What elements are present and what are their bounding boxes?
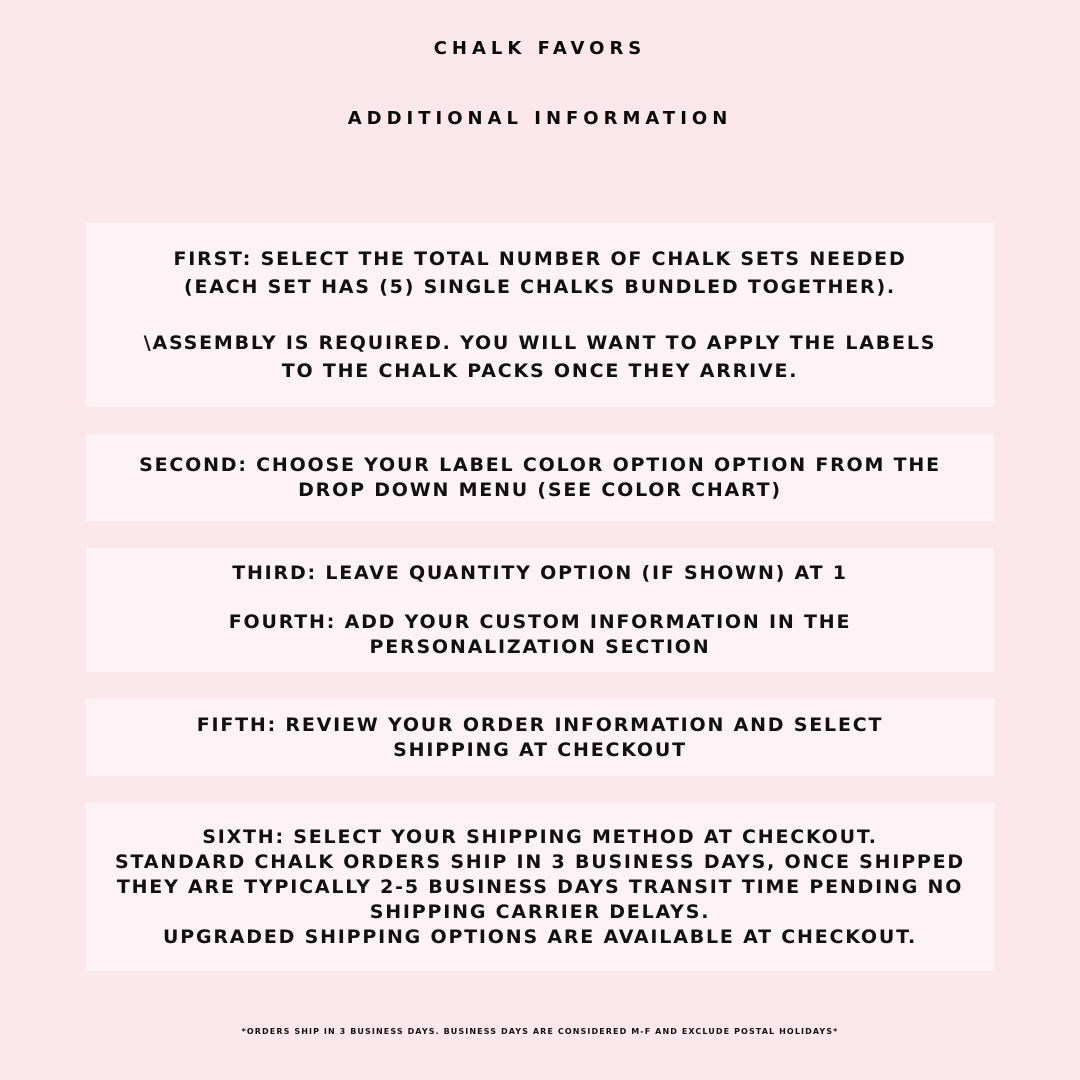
step-fifth-panel bbox=[86, 699, 994, 776]
footer-note: *ORDERS SHIP IN 3 BUSINESS DAYS. BUSINESS DAYS ARE CONSIDERED M-F AND EXCLUDE POSTAL HOLIDAYS* bbox=[241, 1027, 839, 1036]
page-title-line-2: ADDITIONAL INFORMATION bbox=[347, 108, 733, 129]
step-sixth-line-2: STANDARD CHALK ORDERS SHIP IN 3 BUSINESS DAYS, ONCE SHIPPED bbox=[115, 850, 965, 873]
step-second-panel bbox=[86, 434, 994, 521]
step-sixth-line-1: SIXTH: SELECT YOUR SHIPPING METHOD AT CHECKOUT. bbox=[202, 825, 878, 848]
step-third-line: THIRD: LEAVE QUANTITY OPTION (IF SHOWN) AT 1 bbox=[232, 561, 848, 584]
step-fifth-line-2: SHIPPING AT CHECKOUT bbox=[393, 738, 687, 761]
step-fifth-line-1: FIFTH: REVIEW YOUR ORDER INFORMATION AND SELECT bbox=[196, 713, 884, 736]
page-title-line-1: CHALK FAVORS bbox=[433, 38, 647, 59]
step-sixth-panel bbox=[86, 803, 994, 971]
step-first-panel bbox=[86, 223, 994, 407]
step-second-line-2: DROP DOWN MENU (SEE COLOR CHART) bbox=[298, 478, 782, 501]
step-sixth-line-3: THEY ARE TYPICALLY 2-5 BUSINESS DAYS TRANSIT TIME PENDING NO bbox=[116, 875, 964, 898]
step-second-line-1: SECOND: CHOOSE YOUR LABEL COLOR OPTION OPTION FROM THE bbox=[139, 453, 941, 476]
step-fourth-line-2: PERSONALIZATION SECTION bbox=[369, 635, 711, 658]
step-assembly-line-1: \ASSEMBLY IS REQUIRED. YOU WILL WANT TO APPLY THE LABELS bbox=[143, 332, 937, 354]
step-assembly-line-2: TO THE CHALK PACKS ONCE THEY ARRIVE. bbox=[281, 360, 799, 382]
step-first-line-2: (EACH SET HAS (5) SINGLE CHALKS BUNDLED TOGETHER). bbox=[184, 276, 896, 298]
step-fourth-line-1: FOURTH: ADD YOUR CUSTOM INFORMATION IN THE bbox=[228, 610, 852, 633]
step-first-line-1: FIRST: SELECT THE TOTAL NUMBER OF CHALK SETS NEEDED bbox=[173, 248, 907, 270]
step-sixth-line-4: SHIPPING CARRIER DELAYS. bbox=[369, 900, 711, 923]
step-sixth-line-5: UPGRADED SHIPPING OPTIONS ARE AVAILABLE AT CHECKOUT. bbox=[162, 925, 917, 948]
step-third-fourth-panel bbox=[86, 548, 994, 672]
